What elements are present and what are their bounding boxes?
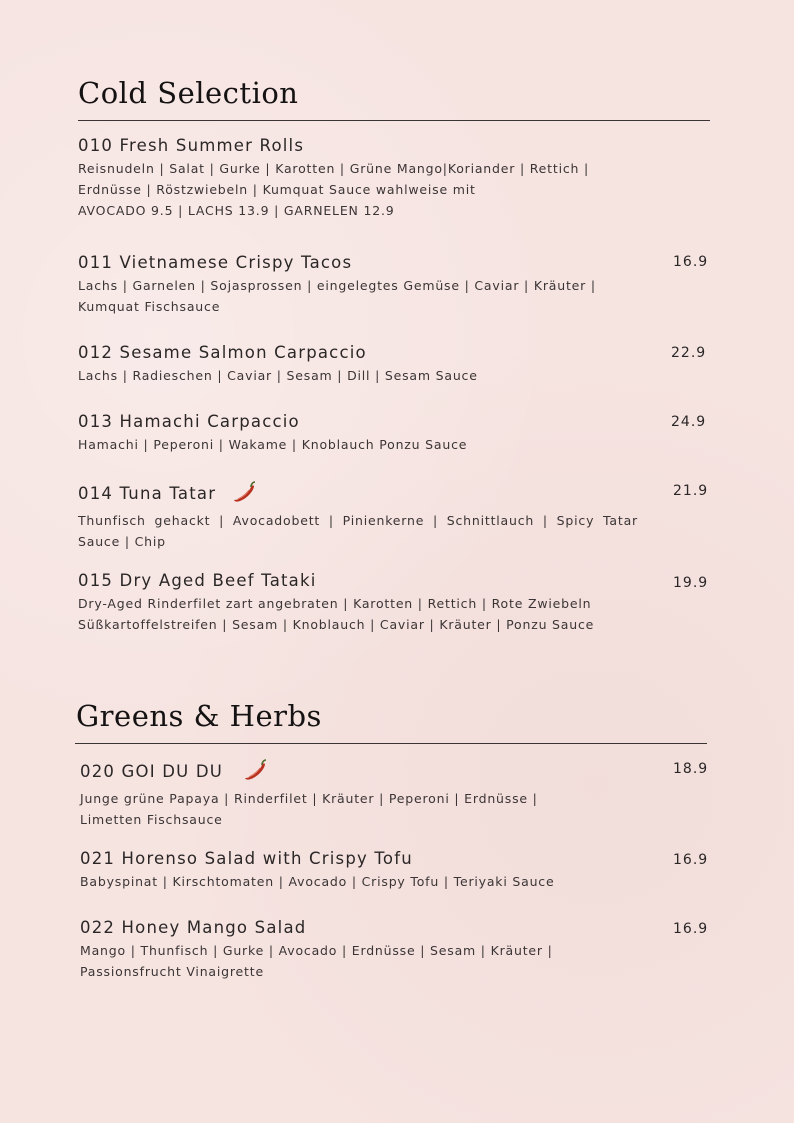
item-description-extra: AVOCADO 9.5 | LACHS 13.9 | GARNELEN 12.9 [78,203,395,218]
item-name: 021 Horenso Salad with Crispy Tofu [80,849,413,868]
item-description: Babyspinat | Kirschtomaten | Avocado | Crispy Tofu | Teriyaki Sauce [80,874,555,889]
item-description: Lachs | Garnelen | Sojasprossen | eingelegtes Gemüse | Caviar | Kräuter | Kumquat Fischsauce [78,278,596,314]
item-price: 19.9 [673,575,709,591]
item-price: 16.9 [673,254,709,270]
item-description: Dry-Aged Rinderfilet zart angebraten | Karotten | Rettich | Rote Zwiebeln Süßkartoffelstreifen | Sesam | Knoblauch | Caviar | Kräuter | Ponzu Sauce [78,596,595,632]
menu-item-011 [78,253,638,317]
section-title-greens-herbs: Greens & Herbs [76,699,322,733]
menu-item-022 [80,918,590,982]
item-name: 013 Hamachi Carpaccio [78,412,300,431]
menu-item-012 [78,343,638,386]
item-name: 010 Fresh Summer Rolls [78,136,305,155]
item-price: 18.9 [673,761,709,777]
chili-pepper-icon [242,759,268,786]
menu-item-021 [80,849,640,892]
item-price: 22.9 [671,345,707,361]
item-description: Lachs | Radieschen | Caviar | Sesam | Dill | Sesam Sauce [78,368,478,383]
item-name-row [78,481,638,508]
item-price: 16.9 [673,921,709,937]
item-price: 16.9 [673,852,709,868]
menu-item-014 [78,481,638,552]
item-description: Junge grüne Papaya | Rinderfilet | Kräuter | Peperoni | Erdnüsse | Limetten Fischsauce [80,791,538,827]
menu-item-010 [78,136,638,221]
item-name: 020 GOI DU DU [80,762,224,781]
item-name: 014 Tuna Tatar [78,484,217,503]
item-description: Reisnudeln | Salat | Gurke | Karotten | Grüne Mango|Koriander | Rettich | Erdnüsse | Röstzwiebeln | Kumquat Sauce wahlweise mit [78,161,590,197]
menu-item-015 [78,571,638,635]
menu-item-013 [78,412,638,455]
item-name: 015 Dry Aged Beef Tataki [78,571,317,590]
section-title-cold-selection: Cold Selection [78,76,299,110]
item-name-row [80,759,580,786]
chili-pepper-icon [231,481,257,508]
item-description: Thunfisch gehackt | Avocadobett | Pinienkerne | Schnittlauch | Spicy Tatar Sauce | Chip [78,513,638,549]
item-price: 24.9 [671,414,707,430]
item-name: 011 Vietnamese Crispy Tacos [78,253,353,272]
item-name: 022 Honey Mango Salad [80,918,307,937]
item-description: Hamachi | Peperoni | Wakame | Knoblauch Ponzu Sauce [78,437,468,452]
item-price: 21.9 [673,483,709,499]
section-divider [75,743,707,744]
item-name: 012 Sesame Salmon Carpaccio [78,343,367,362]
menu-item-020 [80,759,580,830]
item-description: Mango | Thunfisch | Gurke | Avocado | Erdnüsse | Sesam | Kräuter | Passionsfrucht Vinaigrette [80,943,553,979]
section-divider [78,120,710,121]
